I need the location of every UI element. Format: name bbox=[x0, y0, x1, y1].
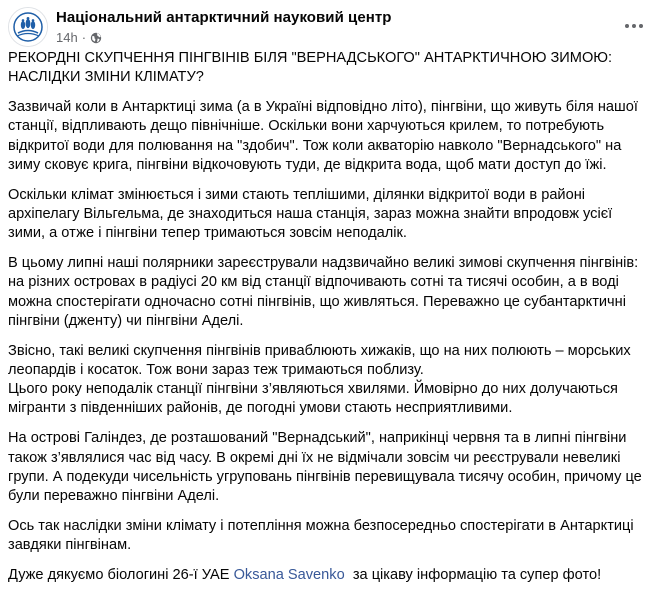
mention-link[interactable]: Oksana Savenko bbox=[233, 567, 345, 584]
post-paragraph-2: Оскільки клімат змінюється і зими стають теплішими, ділянки відкритої води в районі архіпелагу Вільгельма, де знаходиться наша станція, зараз можна знайти впродовж усієї зими, а отже і пінгвіни тепер тримаються зовсім неподалік. bbox=[8, 186, 613, 242]
post-header bbox=[8, 6, 648, 48]
post-title: РЕКОРДНІ СКУПЧЕННЯ ПІНГВІНІВ БІЛЯ "ВЕРНАДСЬКОГО" АНТАРКТИЧНОЮ ЗИМОЮ: НАСЛІДКИ ЗМІНИ КЛІМАТУ? bbox=[8, 50, 613, 86]
post-paragraph-1: Зазвичай коли в Антарктиці зима (а в Україні відповідно літо), пінгвіни, що живуть біля нашої станції, відпливають дещо північніше. Оскільки вони харчуються крилем, то потребують відкритої води для полювання на "здобич". Тож коли акваторію навколо "Вернадського" на зиму сковує крига, пінгвіни відкочовують туди, де відкрита вода, щоб мати доступ до їжі. bbox=[8, 99, 638, 173]
separator-dot: · bbox=[81, 30, 87, 45]
post-meta bbox=[56, 30, 102, 45]
post-paragraph-6: Ось так наслідки зміни клімату і потепління можна безпосередньо спостерігати в Антарктиці завдяки пінгвінам. bbox=[8, 518, 634, 554]
post-timestamp[interactable]: 14h bbox=[56, 30, 78, 45]
post-thanks bbox=[8, 566, 650, 585]
page-name-link[interactable]: Національний антарктичний науковий центр bbox=[56, 9, 392, 26]
post-paragraph-4-line-1: Звісно, такі великі скупчення пінгвінів приваблюють хижаків, що на них полюють – морських леопардів і косаток. Тож вони зараз теж тримаються поблизу. bbox=[8, 342, 631, 379]
globe-icon[interactable] bbox=[90, 32, 102, 44]
thanks-text-before: Дуже дякуємо біологині 26-ї УАЕ bbox=[8, 567, 234, 584]
more-options-icon bbox=[625, 24, 629, 28]
page-avatar[interactable] bbox=[8, 7, 48, 47]
post-paragraph-4 bbox=[8, 342, 650, 419]
post-paragraph-4-line-2: Цього року неподалік станції пінгвіни з’являються хвилями. Ймовірно до них долучаються мігранти з південніших районів, де погодні умови стають несприятливими. bbox=[8, 381, 618, 417]
post-paragraph-3: В цьому липні наші полярники зареєстрували надзвичайно великі зимові скупчення пінгвінів: на різних островах в радіусі 20 км від станції відпочивають сотні та тисячі особин, а в воді можна спостерігати одночасно сотні пінгвінів, що живляться. Переважно це субантарктичні пінгвіни (дженту) чи пінгвіни Аделі. bbox=[8, 255, 639, 329]
penguin-logo-icon bbox=[9, 8, 47, 46]
post-body bbox=[8, 49, 650, 596]
thanks-text-after: за цікаву інформацію та супер фото! bbox=[344, 567, 602, 584]
more-options-button[interactable] bbox=[620, 12, 648, 40]
post-paragraph-5: На острові Галіндез, де розташований "Вернадський", наприкінці червня та в липні пінгвіни також з’являлися час від часу. В окремі дні їх не відмічали зовсім чи реєстрували невеликі групи. А подекуди чисельність угруповань пінгвінів перевищувала тисячу особин, причому це були переважно пінгвіни Аделі. bbox=[8, 430, 642, 505]
